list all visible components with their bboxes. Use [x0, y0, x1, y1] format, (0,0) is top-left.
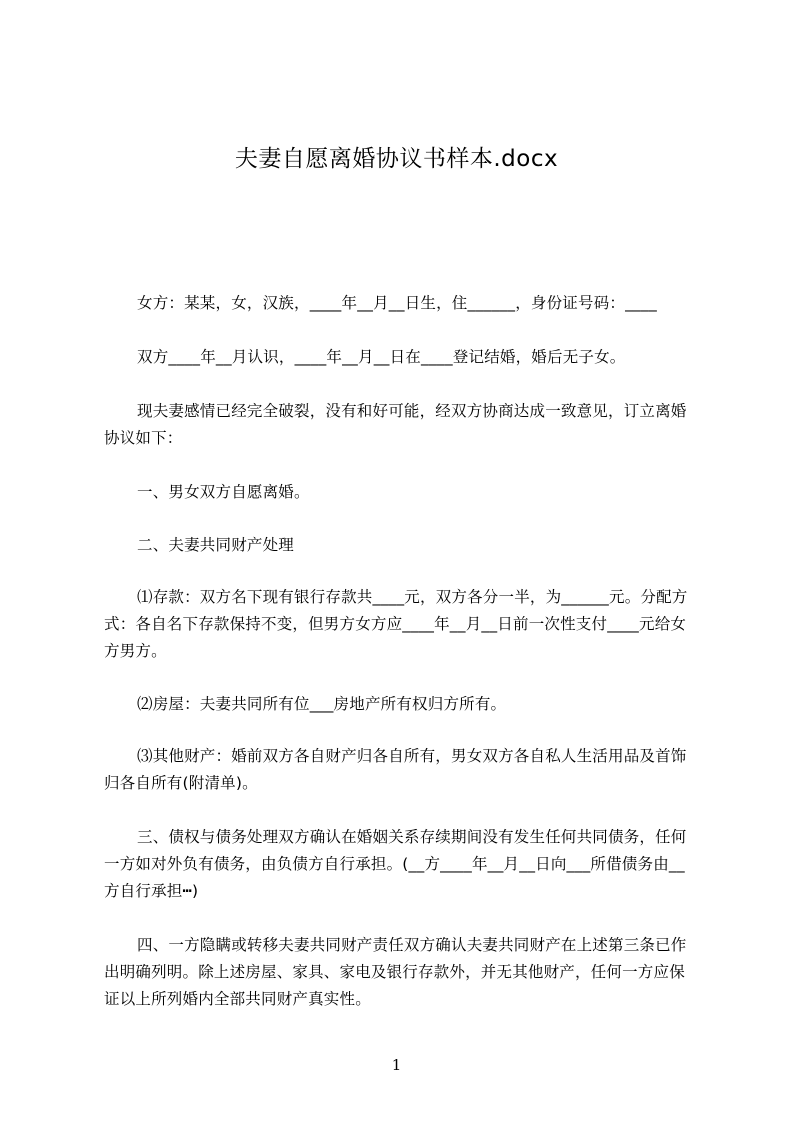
- paragraph-line: 三、债权与债务处理双方确认在婚姻关系存续期间没有发生任何共同债务，任何: [137, 828, 687, 846]
- paragraph-line: 一方如对外负有债务，由负债方自行承担。(__方____年__月__日向___所借债务由__: [104, 855, 685, 873]
- paragraph-line: 一、男女双方自愿离婚。: [137, 483, 310, 501]
- paragraph-line: ⑶其他财产：婚前双方各自财产归各自所有，男女双方各自私人生活用品及首饰: [137, 747, 687, 765]
- page-number: 1: [391, 1056, 402, 1074]
- paragraph-line: 证以上所列婚内全部共同财产真实性。: [104, 990, 371, 1008]
- paragraph-line: 方自行承担┅): [104, 882, 199, 900]
- paragraph-line: 归各自所有(附清单)。: [104, 774, 258, 792]
- document-title: 夫妻自愿离婚协议书样本.docx: [234, 146, 559, 172]
- paragraph-line: 式：各自名下存款保持不变，但男方女方应____年__月__日前一次性支付____元给女: [104, 615, 687, 633]
- paragraph-line: 协议如下：: [104, 429, 183, 447]
- paragraph-line: 女方：某某，女，汉族，____年__月__日生，住______，身份证号码：____: [137, 294, 657, 312]
- paragraph-line: 出明确列明。除上述房屋、家具、家电及银行存款外，并无其他财产，任何一方应保: [104, 963, 685, 981]
- paragraph-line: 方男方。: [104, 642, 167, 660]
- paragraph-line: 现夫妻感情已经完全破裂，没有和好可能，经双方协商达成一致意见，订立离婚: [137, 402, 687, 420]
- paragraph-line: 双方____年__月认识，____年__月__日在____登记结婚，婚后无子女。: [137, 348, 626, 366]
- paragraph-line: ⑴存款：双方名下现有银行存款共____元，双方各分一半，为______元。分配方: [137, 588, 688, 606]
- paragraph-line: 四、一方隐瞒或转移夫妻共同财产责任双方确认夫妻共同财产在上述第三条已作: [137, 936, 687, 954]
- paragraph-line: ⑵房屋：夫妻共同所有位___房地产所有权归方所有。: [137, 695, 507, 713]
- paragraph-line: 二、夫妻共同财产处理: [137, 536, 295, 554]
